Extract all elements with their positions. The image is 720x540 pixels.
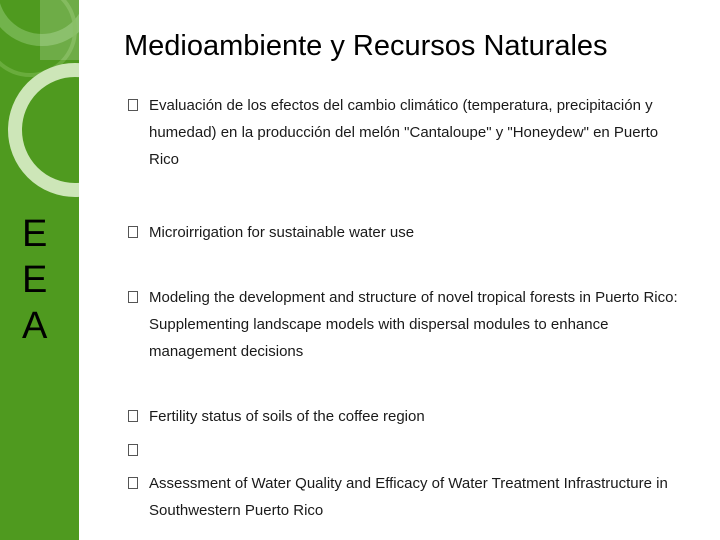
bullet-text: Microirrigation for sustainable water use — [149, 224, 415, 241]
bullet-item — [128, 92, 688, 173]
sidebar — [0, 0, 79, 540]
bullet-item — [128, 470, 688, 524]
bullet-text: Fertility status of soils of the coffee region — [149, 408, 425, 425]
bullet-box-icon — [128, 226, 138, 238]
bullet-box-icon — [128, 291, 138, 303]
bullet-box-icon — [128, 444, 138, 456]
bullet-text: Evaluación de los efectos del cambio climático (temperatura, precipitación y humedad) en la producción del melón "Cantaloupe" y "Honeydew" en Puerto Rico — [149, 97, 659, 168]
side-letter: E — [22, 259, 48, 301]
bullet-item — [128, 219, 688, 246]
bullet-item — [128, 403, 688, 430]
bullet-box-icon — [128, 410, 138, 422]
bullet-text: Assessment of Water Quality and Efficacy of Water Treatment Infrastructure in Southwestern Puerto Rico — [149, 475, 668, 519]
side-letter: A — [22, 305, 48, 347]
side-letters — [22, 212, 62, 350]
bullet-box-icon — [128, 99, 138, 111]
bullet-item — [128, 284, 688, 365]
side-letter: E — [22, 213, 48, 255]
bullet-text: Modeling the development and structure of novel tropical forests in Puerto Rico: Supplementing landscape models with dispersal modules to enhance management decisions — [149, 289, 678, 360]
bullet-box-icon — [128, 477, 138, 489]
slide-title: Medioambiente y Recursos Naturales — [124, 30, 608, 62]
